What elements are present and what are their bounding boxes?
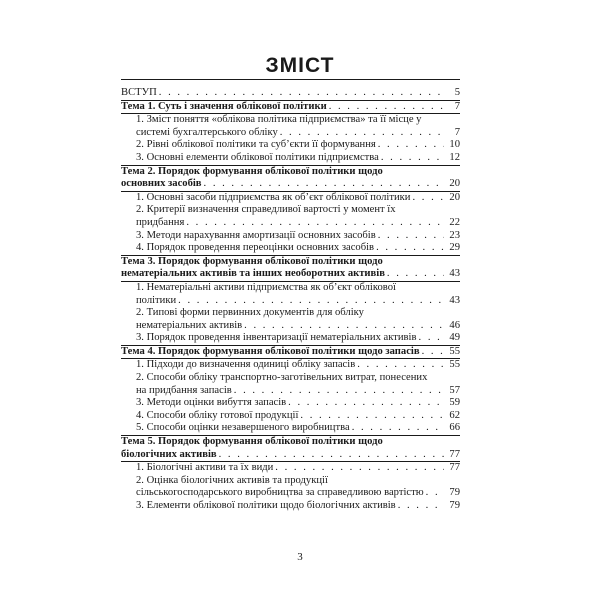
toc-entry-intro[interactable]: [121, 87, 460, 100]
dot-leader: [178, 295, 444, 308]
item-title-text: 4. Порядок проведення переоцінки основних засобів: [136, 242, 375, 254]
dot-leader: [352, 422, 444, 435]
item-title-text: 3. Порядок проведення інвентаризації нематеріальних активів: [136, 332, 417, 344]
toc-page-number: 55: [449, 345, 460, 357]
item-title-text: на придбання запасів: [136, 384, 232, 396]
toc-line: [136, 139, 460, 152]
toc-line: [136, 359, 460, 372]
toc-page-number: 46: [449, 319, 460, 331]
toc-line: [121, 346, 460, 359]
toc-line: [136, 307, 460, 320]
toc-page-number: 43: [449, 294, 460, 306]
toc-line: [121, 178, 460, 191]
item-title-text: нематеріальних активів: [136, 319, 243, 331]
toc-line: [121, 268, 460, 281]
toc-line: [136, 422, 460, 435]
topic-title-text: Тема 2. Порядок формування облікової політики щодо: [121, 165, 383, 177]
toc-page-number: 49: [449, 332, 460, 344]
dot-leader: [381, 152, 444, 165]
toc-topic-5[interactable]: [121, 436, 460, 461]
dot-leader: [329, 101, 444, 114]
toc-item[interactable]: [121, 500, 460, 513]
dot-leader: [275, 462, 444, 475]
dot-leader: [426, 487, 444, 500]
item-title-text: 2. Оцінка біологічних активів та продукції: [136, 474, 328, 486]
item-title-text: придбання: [136, 216, 185, 228]
dot-leader: [412, 192, 444, 205]
toc-line: [136, 410, 460, 423]
toc-topic-3[interactable]: [121, 256, 460, 281]
dot-leader: [419, 332, 444, 345]
item-title-text: 2. Способи обліку транспортно-заготівельних витрат, понесених: [136, 372, 428, 384]
item-title-text: 1. Зміст поняття «облікова політика підприємства» та її місце у: [136, 114, 422, 126]
toc-item[interactable]: [121, 397, 460, 410]
toc-entry-text: ВСТУП: [121, 87, 157, 98]
topic-title-text: Тема 3. Порядок формування облікової політики щодо: [121, 255, 383, 267]
topic-title-text: нематеріальних активів та інших необоротних активів: [121, 268, 385, 280]
toc-item[interactable]: [121, 192, 460, 205]
toc-line: [136, 397, 460, 410]
dot-leader: [300, 410, 444, 423]
dot-leader: [204, 178, 444, 191]
toc-line: [121, 101, 460, 114]
toc-page-number: 7: [454, 100, 460, 112]
topic-title-text: Тема 5. Порядок формування облікової політики щодо: [121, 436, 383, 448]
toc-line: [136, 282, 460, 295]
toc-page-number: 59: [449, 397, 460, 409]
toc-item[interactable]: [121, 422, 460, 435]
topic-title-text: Тема 4. Порядок формування облікової політики щодо запасів: [121, 345, 420, 357]
toc-line: [121, 166, 460, 179]
dot-leader: [376, 242, 444, 255]
dot-leader: [387, 268, 444, 281]
topic-title-text: основних засобів: [121, 178, 202, 190]
toc-page-number: 77: [449, 448, 460, 460]
toc-item[interactable]: [121, 282, 460, 307]
item-title-text: 1. Нематеріальні активи підприємства як об’єкт облікової: [136, 281, 396, 293]
toc-line: [136, 127, 460, 140]
toc-page-number: 43: [449, 268, 460, 280]
item-title-text: 2. Критерії визначення справедливої вартості у момент їх: [136, 204, 396, 216]
dot-leader: [219, 449, 444, 462]
toc-line: [136, 475, 460, 488]
toc-line: [136, 500, 460, 513]
toc-line: [136, 114, 460, 127]
toc-line: [136, 462, 460, 475]
toc-item[interactable]: [121, 204, 460, 229]
page-number: 3: [297, 551, 303, 563]
toc-line: [136, 487, 460, 500]
toc-item[interactable]: [121, 372, 460, 397]
item-title-text: 4. Способи обліку готової продукції: [136, 409, 299, 421]
dot-leader: [280, 127, 444, 140]
toc-page-number: 22: [449, 216, 460, 228]
item-title-text: 3. Методи нарахування амортизації основних засобів: [136, 229, 376, 241]
toc-topic-4[interactable]: [121, 346, 460, 359]
toc-line: [136, 385, 460, 398]
item-title-text: 1. Підходи до визначення одиниці обліку запасів: [136, 359, 356, 371]
item-title-text: 3. Методи оцінки вибуття запасів: [136, 397, 287, 409]
toc-page-number: 23: [449, 229, 460, 241]
toc-line: [136, 295, 460, 308]
toc-page-number: 10: [449, 139, 460, 151]
toc-page-number: 29: [449, 242, 460, 254]
item-title-text: політики: [136, 294, 177, 306]
toc-line: [136, 152, 460, 165]
item-title-text: 5. Способи оцінки незавершеного виробництва: [136, 422, 350, 434]
toc-line: [136, 217, 460, 230]
toc-item[interactable]: [121, 307, 460, 332]
toc-item[interactable]: [121, 462, 460, 475]
toc-line: [121, 449, 460, 462]
toc-item[interactable]: [121, 242, 460, 255]
dot-leader: [159, 87, 444, 100]
toc-page-number: 79: [449, 487, 460, 499]
item-title-text: системі бухгалтерського обліку: [136, 126, 278, 138]
page-title: ЗМІСТ: [265, 54, 335, 77]
toc-item[interactable]: [121, 152, 460, 165]
toc-line: [121, 256, 460, 269]
table-of-contents: [121, 87, 460, 513]
dot-leader: [398, 500, 444, 513]
toc-page-number: 5: [454, 87, 460, 98]
toc-line: [136, 242, 460, 255]
toc-page-number: 77: [449, 462, 460, 474]
toc-page-number: 66: [449, 422, 460, 434]
toc-page-number: 79: [449, 500, 460, 511]
title-underline: [121, 79, 460, 80]
dot-leader: [378, 139, 444, 152]
dot-leader: [378, 230, 444, 243]
toc-topic-1[interactable]: [121, 101, 460, 114]
toc-item[interactable]: [121, 359, 460, 372]
toc-item[interactable]: [121, 114, 460, 139]
dot-leader: [186, 217, 444, 230]
dot-leader: [422, 346, 444, 359]
item-title-text: 1. Основні засоби підприємства як об’єкт облікової політики: [136, 191, 411, 203]
toc-line: [136, 372, 460, 385]
dot-leader: [357, 359, 444, 372]
dot-leader: [244, 320, 444, 333]
toc-line: [136, 332, 460, 345]
toc-item[interactable]: [121, 410, 460, 423]
toc-page-number: 20: [449, 178, 460, 190]
toc-line: [136, 204, 460, 217]
item-title-text: 3. Елементи облікової політики щодо біологічних активів: [136, 500, 396, 511]
toc-page-number: 7: [454, 126, 460, 138]
toc-line: [121, 436, 460, 449]
dot-leader: [234, 385, 444, 398]
dot-leader: [288, 397, 444, 410]
toc-item[interactable]: [121, 332, 460, 345]
toc-item[interactable]: [121, 230, 460, 243]
toc-page-number: 57: [449, 384, 460, 396]
toc-line: [136, 320, 460, 333]
item-title-text: 2. Типові форми первинних документів для обліку: [136, 307, 364, 319]
topic-title-text: Тема 1. Суть і значення облікової політики: [121, 100, 327, 112]
item-title-text: сільськогосподарського виробництва за справедливою вартістю: [136, 487, 424, 499]
item-title-text: 1. Біологічні активи та їх види: [136, 462, 274, 474]
toc-line: [136, 230, 460, 243]
toc-line: [121, 87, 460, 100]
toc-item[interactable]: [121, 139, 460, 152]
item-title-text: 2. Рівні облікової політики та суб’єкти її формування: [136, 139, 376, 151]
toc-page-number: 62: [449, 409, 460, 421]
toc-page-number: 55: [449, 359, 460, 371]
toc-line: [136, 192, 460, 205]
topic-title-text: біологічних активів: [121, 448, 217, 460]
toc-page-number: 12: [449, 151, 460, 163]
toc-item[interactable]: [121, 475, 460, 500]
toc-page-number: 20: [449, 191, 460, 203]
toc-topic-2[interactable]: [121, 166, 460, 191]
item-title-text: 3. Основні елементи облікової політики підприємства: [136, 151, 379, 163]
